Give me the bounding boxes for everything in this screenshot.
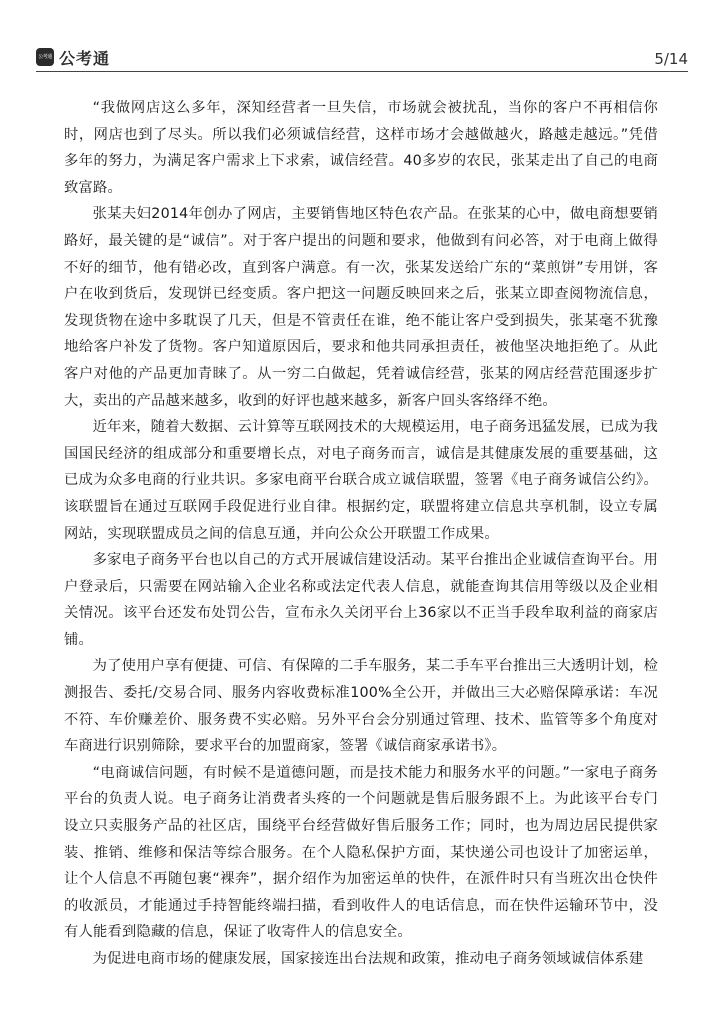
logo-badge-icon (36, 48, 54, 66)
page-header (36, 0, 688, 72)
paragraph-4: 多家电子商务平台也以自己的方式开展诚信建设活动。某平台推出企业诚信查询平台。用户登录后，只需要在网站输入企业名称或法定代表人信息，就能查询其信用等级以及企业相关情况。该平台还发布处罚公告，宣布永久关闭平台上36家以不正当手段牟取利益的商家店铺。 (64, 552, 658, 648)
paragraph-6: “电商诚信问题，有时候不是道德问题，而是技术能力和服务水平的问题。”一家电子商务平台的负责人说。电子商务让消费者头疼的一个问题就是售后服务跟不上。为此该平台专门设立只卖服务产品的社区店，围绕平台经营做好售后服务工作；同时，也为周边居民提供家装、推销、维修和保洁等综合服务。在个人隐私保护方面，某快递公司也设计了加密运单，让个人信息不再随包裹“裸奔”，据介绍作为加密运单的快件，在派件时只有当班次出仓快件的收派员，才能通过手持智能终端扫描，看到收件人的电话信息，而在快件运输环节中，没有人能看到隐藏的信息，保证了收寄件人的信息安全。 (64, 764, 658, 941)
header-divider (36, 71, 688, 72)
paragraph-1: “我做网店这么多年，深知经营者一旦失信，市场就会被扰乱，当你的客户不再相信你时，网店也到了尽头。所以我们必须诚信经营，这样市场才会越做越火，路越走越远。”凭借多年的努力，为满足客户需求上下求索，诚信经营。40多岁的农民，张某走出了自己的电商致富路。 (64, 100, 658, 196)
logo (36, 47, 110, 67)
logo-text: 公考通 (59, 48, 111, 68)
page-number: 5/14 (654, 50, 688, 68)
document-body (64, 95, 658, 973)
paragraph-3: 近年来，随着大数据、云计算等互联网技术的大规模运用，电子商务迅猛发展，已成为我国国民经济的组成部分和重要增长点，对电子商务而言，诚信是其健康发展的重要基础，这已成为众多电商的行业共识。多家电商平台联合成立诚信联盟，签署《电子商务诚信公约》。该联盟旨在通过互联网手段促进行业自律。根据约定，联盟将建立信息共享机制，设立专属网站，实现联盟成员之间的信息互通，并向公众公开联盟工作成果。 (64, 419, 658, 542)
paragraph-5: 为了使用户享有便捷、可信、有保障的二手车服务，某二手车平台推出三大透明计划，检测报告、委托/交易合同、服务内容收费标准100%全公开，并做出三大必赔保障承诺：车况不符、车价赚差价、服务费不实必赔。另外平台会分别通过管理、技术、监管等多个角度对车商进行识别筛除，要求平台的加盟商家，签署《诚信商家承诺书》。 (64, 658, 658, 755)
paragraph-7: 为促进电商市场的健康发展，国家接连出台法规和政策，推动电子商务领域诚信体系建 (92, 951, 644, 967)
paragraph-2: 张某夫妇2014年创办了网店，主要销售地区特色农产品。在张某的心中，做电商想要销路好，最关键的是“诚信”。对于客户提出的问题和要求，他做到有问必答，对于电商上做得不好的细节，他有错必改，直到客户满意。有一次，张某发送给广东的“菜煎饼”专用饼，客户在收到货后，发现饼已经变质。客户把这一问题反映回来之后，张某立即查阅物流信息，发现货物在途中多耽误了几天，但是不管责任在谁，绝不能让客户受到损失，张某毫不犹豫地给客户补发了货物。客户知道原因后，要求和他共同承担责任，被他坚决地拒绝了。从此客户对他的产品更加青睐了。从一穷二白做起，凭着诚信经营，张某的网店经营范围逐步扩大，卖出的产品越来越多，收到的好评也越来越多，新客户回头客络绎不绝。 (64, 206, 658, 409)
logo-badge-text: 公考通 (38, 53, 52, 60)
